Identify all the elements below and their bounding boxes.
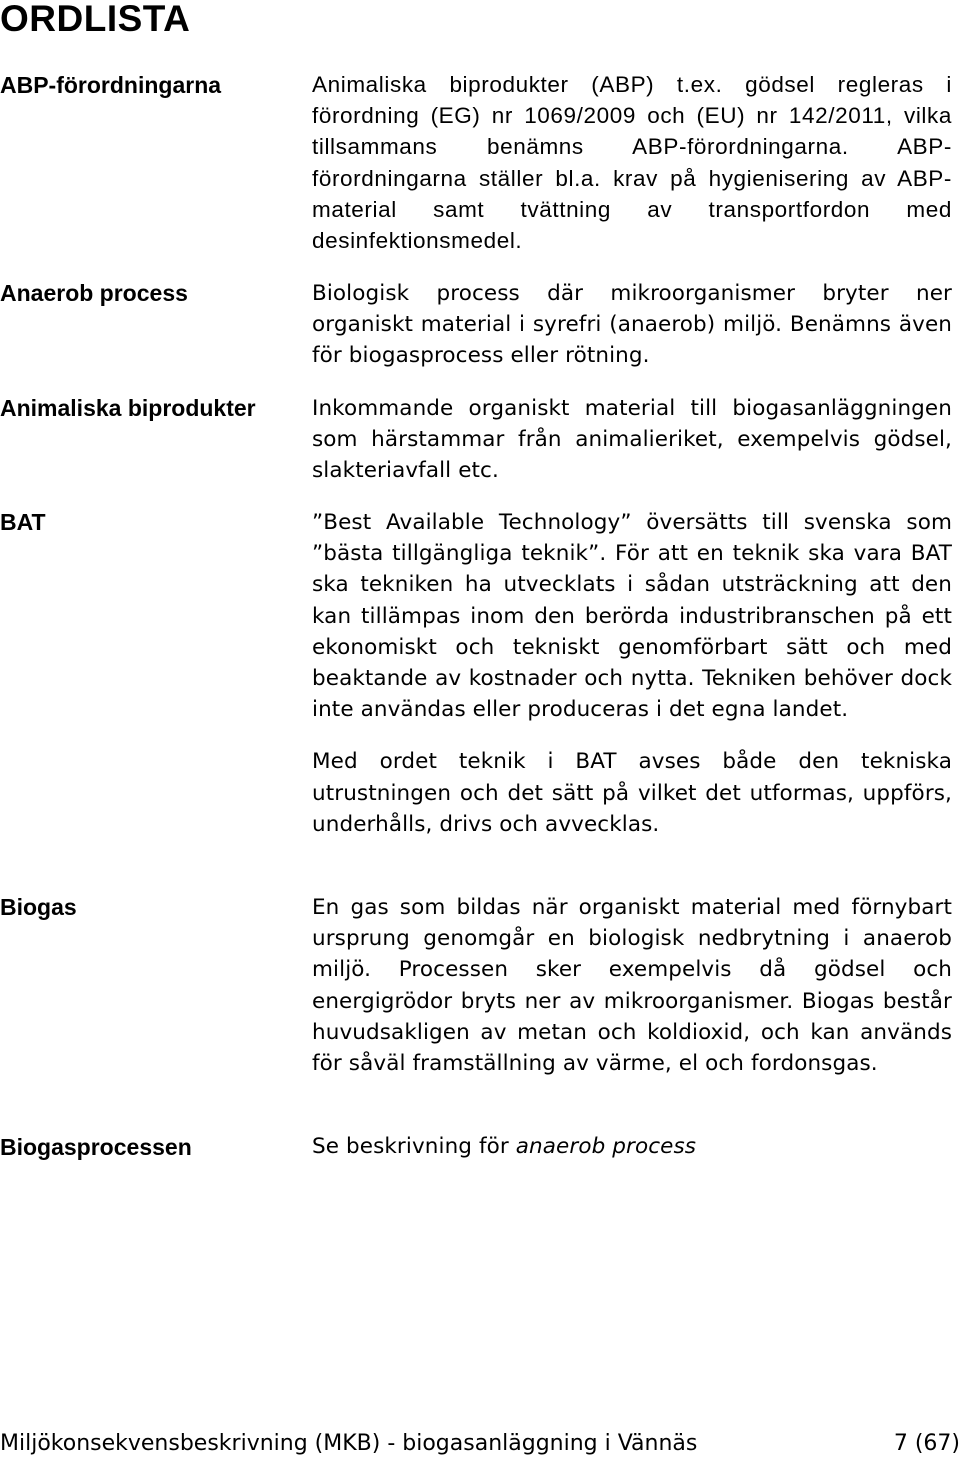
page-title: ORDLISTA — [0, 0, 191, 39]
definition-animaliska-biprodukter — [312, 393, 952, 487]
definition-text-2: Med ordet teknik i BAT avses både den tekniska utrustningen och det sätt på vilket det utformas, uppförs, underhålls, drivs och avvecklas. — [312, 749, 952, 837]
definition-text: Biologisk process där mikroorganismer bryter ner organiskt material i syrefri (anaerob) miljö. Benämns även för biogasprocess eller rötning. — [312, 281, 952, 369]
term-animaliska-biprodukter: Animaliska biprodukter — [0, 395, 256, 421]
definition-bat — [312, 507, 952, 840]
definition-prefix: Se beskrivning för — [312, 1134, 516, 1159]
definition-text: Animaliska biprodukter (ABP) t.ex. gödsel regleras i förordning (EG) nr 1069/2009 och (EU) nr 142/2011, vilka tillsammans benämns ABP-förordningarna. ABP-förordningarna ställer bl.a. krav på hygienisering av ABP-material samt tvättning av transportfordon med desinfektionsmedel. — [312, 72, 952, 254]
term-anaerob-process: Anaerob process — [0, 280, 188, 306]
term-abp-forordningarna: ABP-förordningarna — [0, 72, 222, 98]
definition-text: ”Best Available Technology” översätts till svenska som ”bästa tillgängliga teknik”. För att en teknik ska vara BAT ska tekniken ha utvecklats i sådan utsträckning att den kan tillämpas inom den berörda industribranschen på ett ekonomiskt och tekniskt genomförbart sätt och med beaktande av kostnader och nytta. Tekniken behöver dock inte användas eller produceras i det egna landet. — [312, 510, 952, 723]
term-biogasprocessen: Biogasprocessen — [0, 1134, 192, 1160]
footer-document-title: Miljökonsekvensbeskrivning (MKB) - biogasanläggning i Vännäs — [0, 1431, 698, 1456]
definition-text: Inkommande organiskt material till biogasanläggningen som härstammar från animalieriket, exempelvis gödsel, slakteriavfall etc. — [312, 396, 952, 484]
definition-anaerob-process — [312, 278, 952, 372]
cross-reference: anaerob process — [515, 1134, 697, 1159]
definition-biogas — [312, 892, 952, 1079]
page-footer — [0, 1429, 960, 1459]
definition-abp-forordningarna — [312, 69, 952, 256]
term-bat: BAT — [0, 509, 46, 535]
footer-page-number: 7 (67) — [893, 1431, 960, 1456]
definition-biogasprocessen — [312, 1131, 952, 1162]
term-biogas: Biogas — [0, 894, 77, 920]
definition-text — [312, 1131, 952, 1162]
definition-text: En gas som bildas när organiskt material med förnybart ursprung genomgår en biologisk nedbrytning i anaerob miljö. Processen sker exempelvis då gödsel och energigrödor bryts ner av mikroorganismer. Biogas består huvudsakligen av metan och koldioxid, och kan används för såväl framställning av värme, el och fordonsgas. — [312, 895, 952, 1077]
